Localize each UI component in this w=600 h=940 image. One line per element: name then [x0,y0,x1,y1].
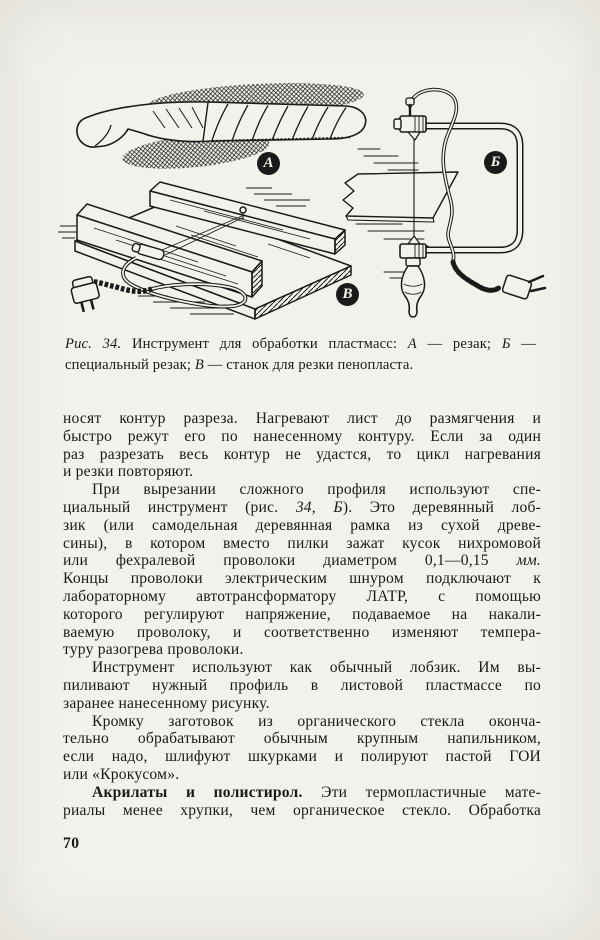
page-number: 70 [63,835,80,852]
frame-saw-drawing [343,90,545,317]
paragraph [63,410,541,481]
figure-caption [65,334,536,375]
text-line: Кромку заготовок из органического стекла оконча- [92,712,541,730]
paragraph [63,784,541,820]
figure-label-b: Б [484,151,507,174]
text-line: туру разогрева проволоки. [63,641,244,659]
body-text [63,410,541,819]
text-line: пиливают нужный профиль в листовой пластмассе по [63,676,541,694]
text-line: которого регулируют напряжение, подаваемое на накали- [63,605,541,623]
foam-cutter-box-drawing [58,182,351,319]
text-line: лабораторному автотрансформатору ЛАТР, с помощью [63,587,541,605]
text-line: заранее нанесенному рисунку. [63,694,270,712]
text-line: или фехралевой проволоки диаметром 0,1—0,15 мм. [63,552,541,570]
text-line: циальный инструмент (рис. 34, Б). Это деревянный лоб- [63,498,542,516]
text-line: ваемую проволоку, и соответственно изменяют темпера- [63,623,541,641]
text-line: и резки повторяют. [63,463,194,481]
figure-label-a: А [257,152,280,175]
text-line: носят контур разреза. Нагревают лист до размягчения и [63,410,541,427]
text-line: тельно обрабатывают обычным крупным напильником, [63,730,541,748]
figure-label-v: В [336,283,359,306]
caption-line: специальный резак; В — станок для резки пенопласта. [65,356,414,373]
caption-line: Рис. 34. Инструмент для обработки пластмасс: А — резак; Б — [65,336,536,352]
text-line: риалы менее хрупки, чем органическое стекло. Обработка [63,801,541,819]
text-line: Акрилаты и полистирол. Эти термопластичные мате- [92,783,542,801]
text-line: зик (или самодельная деревянная рамка из сухой древе- [63,516,541,534]
text-line: Концы проволоки электрическим шнуром подключают к [63,570,541,588]
paragraph [63,659,541,712]
text-line: или «Крокусом». [63,765,180,783]
cutter-drawing [77,78,366,174]
text-line: Инструмент используют как обычный лобзик. Им вы- [92,659,541,677]
figure-illustration [58,78,548,330]
text-line: При вырезании сложного профиля используют спе- [92,481,541,499]
paragraph [63,713,541,784]
text-line: если надо, шлифуют шкурками и полируют пастой ГОИ [63,748,541,766]
text-line: сины), в котором вместо пилки зажат кусок нихромовой [63,534,541,552]
figure-drawing [58,78,548,330]
text-line: быстро режут его по нанесенному контуру. Если за один [63,427,541,445]
paragraph [63,481,541,659]
text-line: раз разрезать весь контур не удастся, то цикл нагревания [63,445,541,463]
